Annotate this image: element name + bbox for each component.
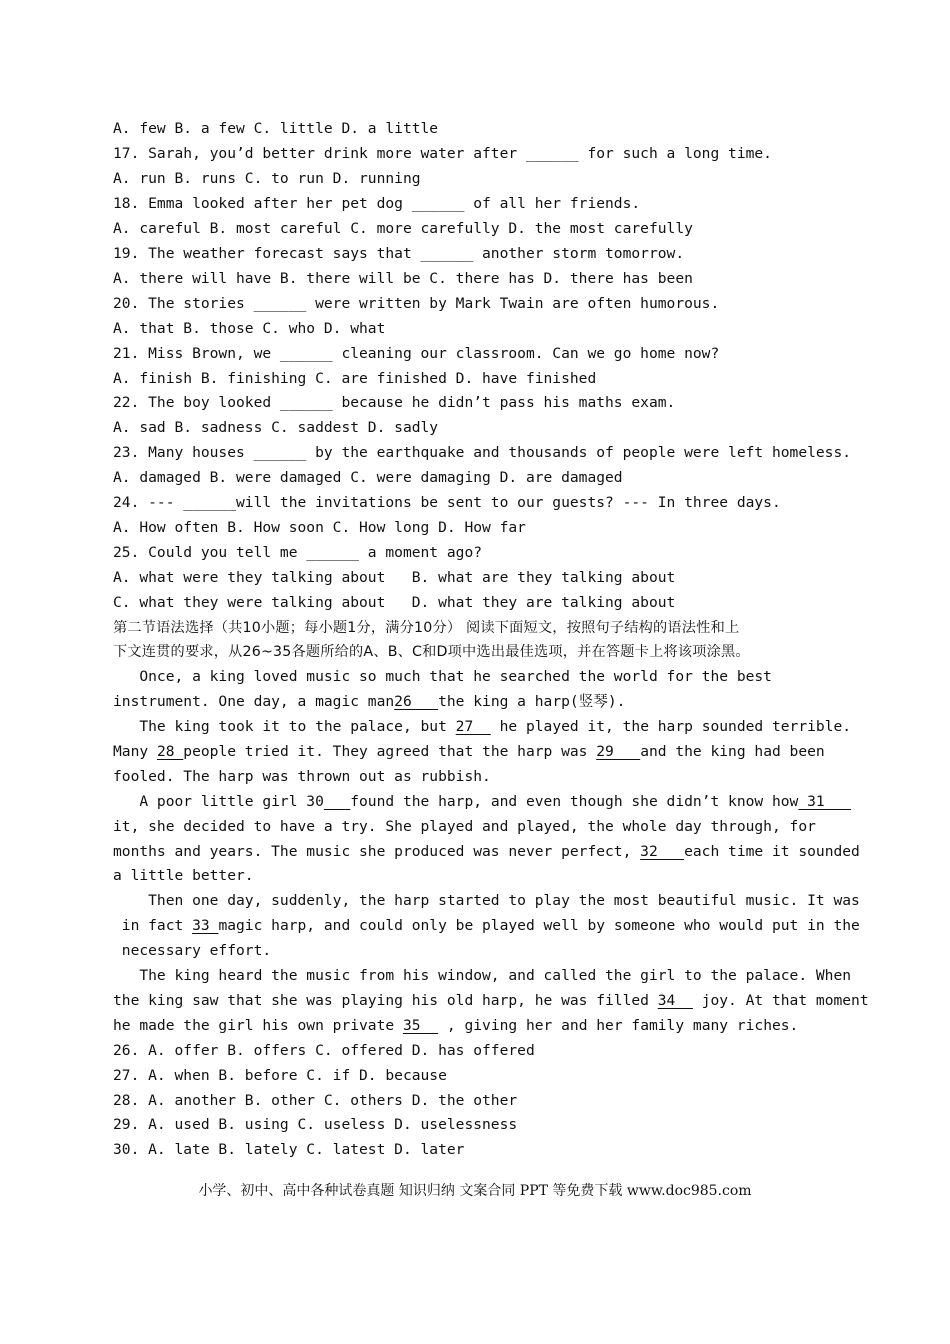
blank-33: 33 (192, 917, 219, 934)
passage-line: The king heard the music from his window, and called the girl to the palace. When (113, 967, 852, 984)
option-line: A. there will have B. there will be C. there has D. there has been (113, 270, 693, 287)
passage-line: months and years. The music she produced was never perfect, 32 each time it sounded (113, 843, 860, 860)
question-22: 22. The boy looked ______ because he didn’t pass his maths exam. (113, 394, 676, 411)
passage-line: Once, a king loved music so much that he searched the world for the best (113, 668, 772, 685)
blank-30: ___ (323, 793, 351, 810)
passage-line: necessary effort. (113, 942, 272, 959)
passage-line: the king saw that she was playing his old harp, he was filled 34 joy. At that moment (113, 992, 869, 1009)
blank-28: 28 (156, 743, 184, 760)
option-line: A. How often B. How soon C. How long D. How far (113, 519, 526, 536)
blank-35: 35 (402, 1017, 439, 1034)
option-line: A. sad B. sadness C. saddest D. sadly (113, 419, 439, 436)
passage-line: A poor little girl 30___found the harp, and even though she didn’t know how 31 (113, 793, 852, 810)
option-line: A. that B. those C. who D. what (113, 320, 386, 337)
question-21: 21. Miss Brown, we ______ cleaning our classroom. Can we go home now? (113, 345, 720, 362)
passage-line: Many 28 people tried it. They agreed that the harp was 29 and the king had been (113, 743, 825, 760)
option-line: A. careful B. most careful C. more carefully D. the most carefully (113, 220, 693, 237)
passage-line: in fact 33 magic harp, and could only be played well by someone who would put in the (113, 917, 860, 934)
passage-line: The king took it to the palace, but 27 he played it, the harp sounded terrible. (113, 718, 852, 735)
page-footer: 小学、初中、高中各种试卷真题 知识归纳 文案合同 PPT 等免费下载 www.doc985.com (198, 1183, 752, 1199)
option-line: C. what they were talking about D. what they are talking about (113, 594, 676, 611)
option-line: A. few B. a few C. little D. a little (113, 120, 439, 137)
blank-32: 32 (640, 843, 685, 860)
blank-29: 29 (596, 743, 641, 760)
option-line: A. run B. runs C. to run D. running (113, 170, 421, 187)
question-19: 19. The weather forecast says that ______ another storm tomorrow. (113, 245, 685, 262)
option-line: A. finish B. finishing C. are finished D. have finished (113, 370, 597, 387)
blank-27: 27 (455, 718, 491, 735)
answer-options-28: 28. A. another B. other C. others D. the other (113, 1092, 518, 1109)
question-24: 24. --- ______will the invitations be sent to our guests? --- In three days. (113, 494, 781, 511)
option-line: A. what were they talking about B. what are they talking about (113, 569, 676, 586)
section-title: 第二节语法选择（共10小题；每小题1分，满分10分） 阅读下面短文，按照句子结构的语法性和上 (113, 620, 740, 636)
blank-26: 26 (394, 693, 439, 710)
passage-line: he made the girl his own private 35 , giving her and her family many riches. (113, 1017, 799, 1034)
passage-line: instrument. One day, a magic man26 the king a harp(竖琴). (113, 693, 626, 710)
answer-options-29: 29. A. used B. using C. useless D. uselessness (113, 1116, 518, 1133)
answer-options-30: 30. A. late B. lately C. latest D. later (113, 1141, 465, 1158)
passage-line: it, she decided to have a try. She played and played, the whole day through, for (113, 818, 816, 835)
question-18: 18. Emma looked after her pet dog ______ of all her friends. (113, 195, 641, 212)
passage-line: Then one day, suddenly, the harp started to play the most beautiful music. It was (113, 892, 860, 909)
blank-34: 34 (657, 992, 693, 1009)
question-17: 17. Sarah, you’d better drink more water after ______ for such a long time. (113, 145, 772, 162)
blank-31: 31 (798, 793, 852, 810)
question-25: 25. Could you tell me ______ a moment ago? (113, 544, 483, 561)
answer-options-27: 27. A. when B. before C. if D. because (113, 1067, 447, 1084)
passage-line: a little better. (113, 867, 254, 884)
question-20: 20. The stories ______ were written by Mark Twain are often humorous. (113, 295, 720, 312)
option-line: A. damaged B. were damaged C. were damaging D. are damaged (113, 469, 623, 486)
answer-options-26: 26. A. offer B. offers C. offered D. has offered (113, 1042, 535, 1059)
section-instructions: 下文连贯的要求，从26~35各题所给的A、B、C和D项中选出最佳选项，并在答题卡上将该项涂黑。 (113, 644, 750, 660)
question-23: 23. Many houses ______ by the earthquake and thousands of people were left homeless. (113, 444, 852, 461)
passage-line: fooled. The harp was thrown out as rubbish. (113, 768, 491, 785)
